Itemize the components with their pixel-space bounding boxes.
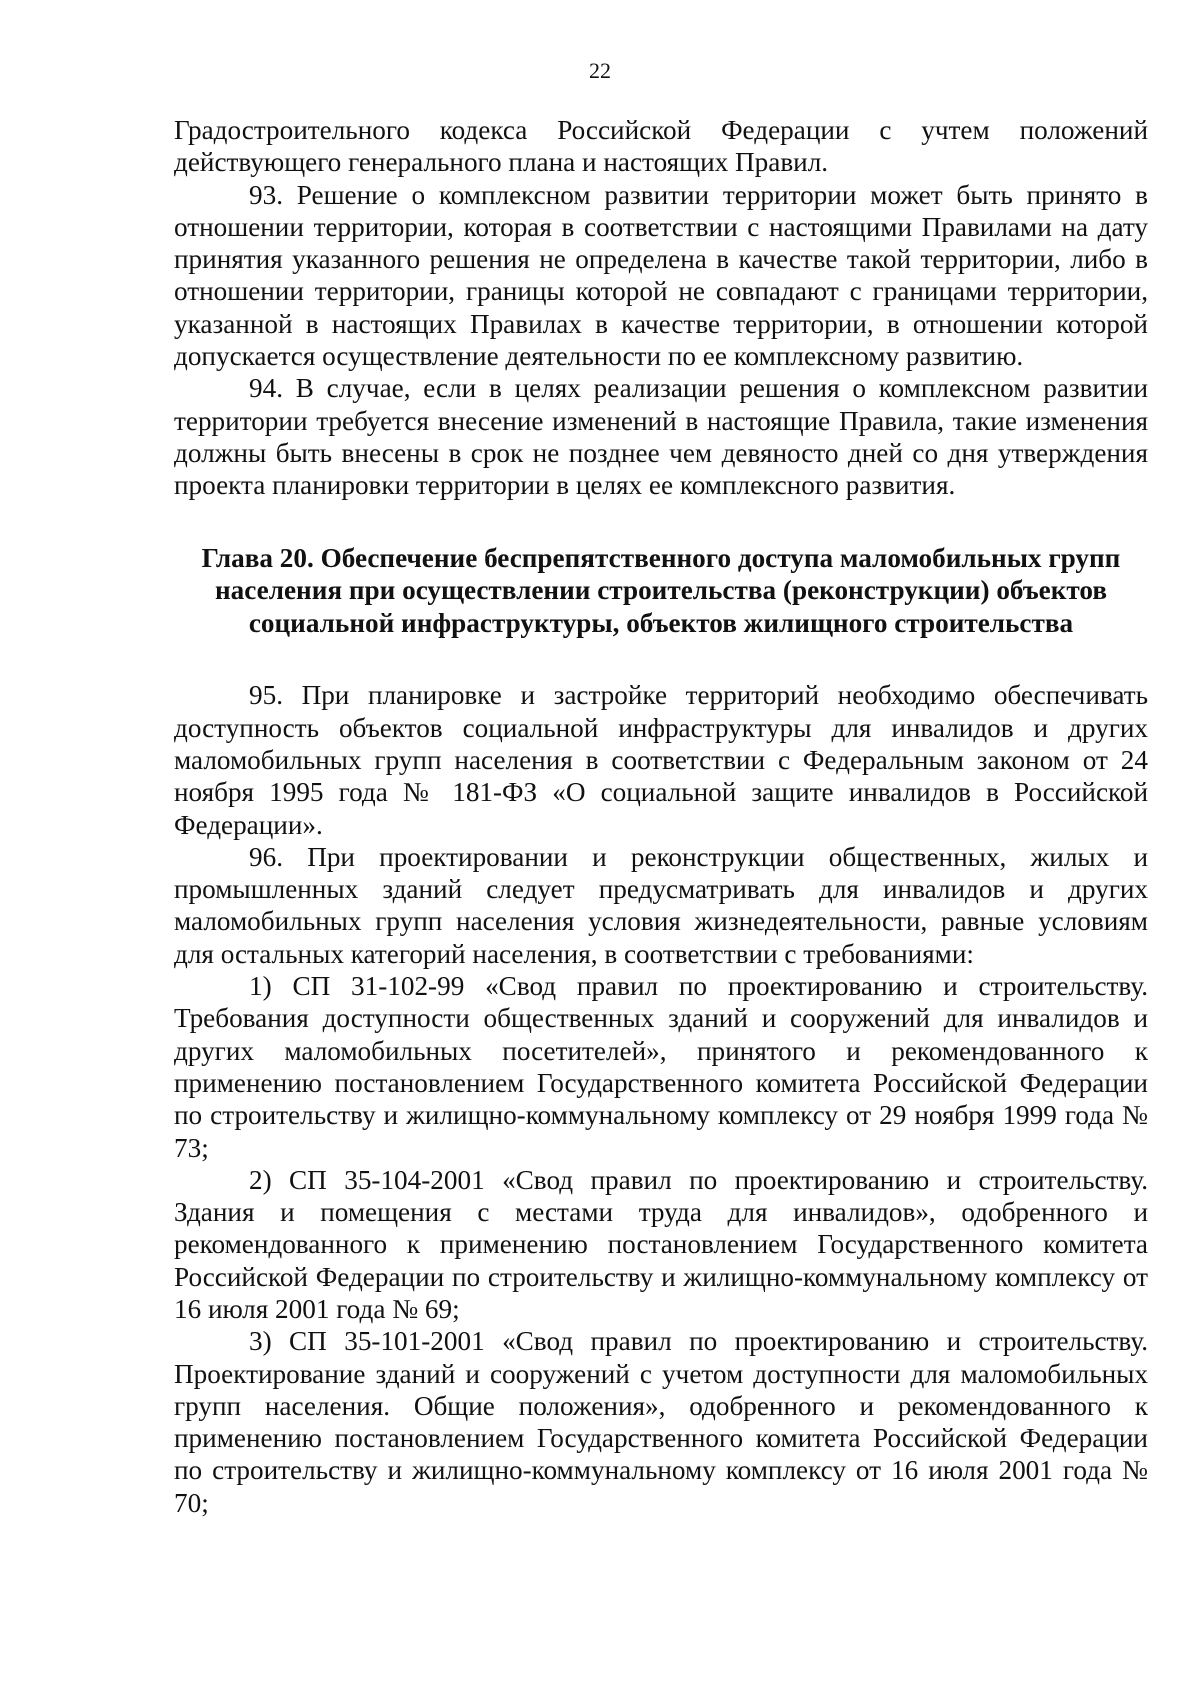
paragraph-94: 94. В случае, если в целях реализации решения о комплексном развитии территории требуется внесение изменений в настоящие Правила, такие изменения должны быть внесены в срок не позднее чем девяносто дней со дня утверждения проекта планировки территории в целях ее комплексного развития.: [174, 373, 1148, 501]
page-number: 22: [589, 58, 611, 83]
document-body: [174, 114, 1148, 1519]
paragraph-95: 95. При планировке и застройке территорий необходимо обеспечивать доступность объектов социальной инфраструктуры для инвалидов и других маломобильных групп населения в соответствии с Федеральным законом от 24 ноября 1995 года № 181-ФЗ «О социальной защите инвалидов в Российской Федерации».: [174, 680, 1148, 840]
list-item-1: 1) СП 31-102-99 «Свод правил по проектированию и строительству. Требования доступности общественных зданий и сооружений для инвалидов и других маломобильных посетителей», принятого и рекомендованного к применению постановлением Государственного комитета Российской Федерации по строительству и жилищно-коммунальному комплексу от 29 ноября 1999 года № 73;: [174, 971, 1148, 1163]
list-item-2: 2) СП 35-104-2001 «Свод правил по проектированию и строительству. Здания и помещения с местами труда для инвалидов», одобренного и рекомендованного к применению постановлением Государственного комитета Российской Федерации по строительству и жилищно-коммунальному комплексу от 16 июля 2001 года № 69;: [174, 1164, 1148, 1324]
paragraph-continuation: Градостроительного кодекса Российской Федерации с учтем положений действующего генерального плана и настоящих Правил.: [174, 115, 1148, 178]
paragraph-93: 93. Решение о комплексном развитии территории может быть принято в отношении территории, которая в соответствии с настоящими Правилами на дату принятия указанного решения не определена в качестве такой территории, либо в отношении территории, границы которой не совпадают с границами территории, указанной в настоящих Правилах в качестве территории, в отношении которой допускается осуществление деятельности по ее комплексному развитию.: [174, 179, 1148, 372]
chapter-20-heading: Глава 20. Обеспечение беспрепятственного доступа маломобильных групп населения при осуществлении строительства (реконструкции) объектов социальной инфраструктуры, объектов жилищного строительства: [201, 542, 1121, 638]
list-item-3: 3) СП 35-101-2001 «Свод правил по проектированию и строительству. Проектирование зданий и сооружений с учетом доступности для маломобильных групп населения. Общие положения», одобренного и рекомендованного к применению постановлением Государственного комитета Российской Федерации по строительству и жилищно-коммунальному комплексу от 16 июля 2001 года № 70;: [174, 1326, 1148, 1518]
paragraph-96: 96. При проектировании и реконструкции общественных, жилых и промышленных зданий следует предусматривать для инвалидов и других маломобильных групп населения условия жизнедеятельности, равные условиям для остальных категорий населения, в соответствии с требованиями:: [174, 841, 1148, 969]
